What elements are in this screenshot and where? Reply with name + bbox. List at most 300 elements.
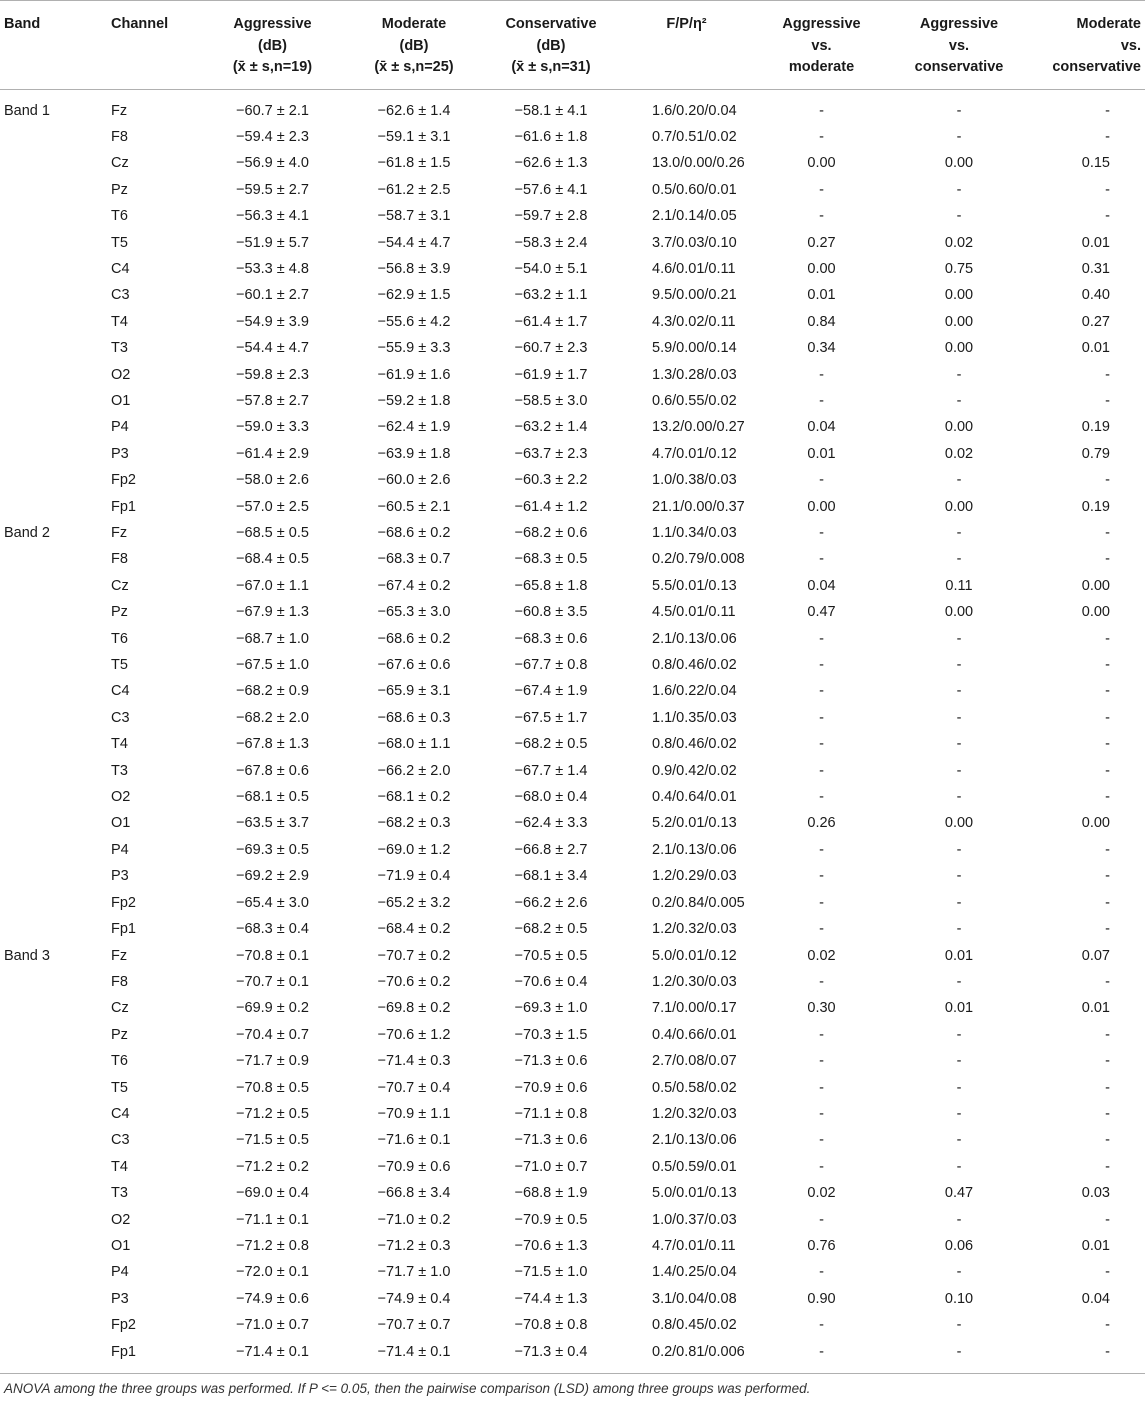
conservative-cell: −68.3 ± 0.6 [514, 630, 588, 647]
table-row [0, 124, 1145, 150]
moderate-cell: −69.8 ± 0.2 [377, 1000, 451, 1017]
conservative-cell: −61.6 ± 1.8 [514, 128, 588, 145]
aggressive-cell: −63.5 ± 3.7 [236, 815, 309, 832]
table-row [0, 837, 1145, 863]
aggressive-cell: −71.1 ± 0.1 [236, 1211, 309, 1228]
channel-cell: O2 [111, 789, 131, 806]
band-cell [0, 1127, 105, 1153]
aggressive-vs-moderate-cell: 0.02 [807, 947, 836, 964]
moderate-vs-conservative-cell: - [1105, 1158, 1110, 1175]
band-cell [0, 362, 105, 388]
channel-cell: T3 [111, 762, 128, 779]
band-cell [0, 177, 105, 203]
aggressive-vs-moderate-cell: - [819, 736, 824, 753]
header-f-p-eta: F/P/η² [619, 1, 754, 90]
channel-cell: T3 [111, 1185, 128, 1202]
f-p-eta-cell: 4.7/0.01/0.12 [652, 445, 737, 462]
f-p-eta-cell: 0.5/0.60/0.01 [652, 181, 737, 198]
aggressive-vs-moderate-cell: 0.76 [807, 1237, 836, 1254]
f-p-eta-cell: 0.9/0.42/0.02 [652, 762, 737, 779]
aggressive-vs-conservative-cell: - [956, 709, 962, 726]
conservative-cell: −63.2 ± 1.4 [514, 419, 588, 436]
moderate-vs-conservative-cell: - [1105, 762, 1110, 779]
channel-cell: Fp1 [111, 498, 136, 515]
f-p-eta-cell: 2.1/0.14/0.05 [652, 208, 737, 225]
conservative-cell: −66.8 ± 2.7 [514, 841, 588, 858]
aggressive-vs-conservative-cell: 0.00 [944, 498, 974, 515]
channel-cell: F8 [111, 551, 128, 568]
aggressive-cell: −71.7 ± 0.9 [236, 1053, 309, 1070]
f-p-eta-cell: 1.0/0.38/0.03 [652, 472, 737, 489]
aggressive-cell: −60.7 ± 2.1 [236, 102, 309, 119]
moderate-cell: −66.2 ± 2.0 [377, 762, 451, 779]
band-cell [0, 1101, 105, 1127]
aggressive-vs-moderate-cell: 0.30 [807, 1000, 836, 1017]
aggressive-vs-moderate-cell: - [819, 921, 824, 938]
moderate-vs-conservative-cell: 0.00 [1081, 815, 1110, 832]
channel-cell: Fp2 [111, 894, 136, 911]
moderate-cell: −71.7 ± 1.0 [377, 1264, 451, 1281]
aggressive-vs-moderate-cell: - [819, 551, 824, 568]
f-p-eta-cell: 1.6/0.22/0.04 [652, 683, 737, 700]
aggressive-cell: −71.2 ± 0.8 [236, 1237, 309, 1254]
moderate-cell: −65.9 ± 3.1 [377, 683, 451, 700]
aggressive-vs-conservative-cell: 0.00 [944, 155, 974, 172]
aggressive-vs-conservative-cell: - [956, 181, 962, 198]
channel-cell: T4 [111, 736, 128, 753]
aggressive-vs-moderate-cell: 0.34 [807, 340, 836, 357]
channel-cell: C3 [111, 1132, 130, 1149]
band-cell [0, 203, 105, 229]
f-p-eta-cell: 0.8/0.46/0.02 [652, 736, 737, 753]
band-cell [0, 678, 105, 704]
conservative-cell: −67.7 ± 1.4 [514, 762, 588, 779]
aggressive-vs-conservative-cell: - [956, 1211, 962, 1228]
aggressive-vs-conservative-cell: - [956, 1053, 962, 1070]
channel-cell: T6 [111, 1053, 128, 1070]
channel-cell: Pz [111, 181, 128, 198]
conservative-cell: −74.4 ± 1.3 [514, 1290, 588, 1307]
aggressive-cell: −70.4 ± 0.7 [236, 1026, 309, 1043]
aggressive-vs-conservative-cell: 0.00 [944, 313, 974, 330]
aggressive-cell: −60.1 ± 2.7 [236, 287, 309, 304]
aggressive-cell: −71.4 ± 0.1 [236, 1343, 309, 1360]
aggressive-vs-moderate-cell: - [819, 894, 824, 911]
moderate-cell: −68.3 ± 0.7 [377, 551, 451, 568]
f-p-eta-cell: 1.0/0.37/0.03 [652, 1211, 737, 1228]
table-row [0, 1180, 1145, 1206]
aggressive-vs-moderate-cell: 0.01 [807, 445, 836, 462]
moderate-cell: −68.4 ± 0.2 [377, 921, 451, 938]
band-cell [0, 150, 105, 176]
aggressive-cell: −67.0 ± 1.1 [236, 577, 309, 594]
aggressive-vs-moderate-cell: - [819, 789, 824, 806]
moderate-cell: −62.4 ± 1.9 [377, 419, 451, 436]
band-cell [0, 467, 105, 493]
moderate-cell: −61.8 ± 1.5 [377, 155, 451, 172]
table-row [0, 89, 1145, 124]
aggressive-cell: −74.9 ± 0.6 [236, 1290, 309, 1307]
moderate-vs-conservative-cell: 0.79 [1081, 445, 1110, 462]
aggressive-vs-moderate-cell: - [819, 181, 824, 198]
band-cell [0, 309, 105, 335]
aggressive-cell: −57.8 ± 2.7 [236, 392, 309, 409]
moderate-vs-conservative-cell: - [1105, 181, 1110, 198]
moderate-vs-conservative-cell: - [1105, 102, 1110, 119]
conservative-cell: −70.6 ± 0.4 [514, 973, 588, 990]
moderate-vs-conservative-cell: - [1105, 894, 1110, 911]
moderate-vs-conservative-cell: 0.01 [1081, 234, 1110, 251]
f-p-eta-cell: 1.1/0.35/0.03 [652, 709, 737, 726]
aggressive-vs-moderate-cell: 0.04 [807, 419, 836, 436]
table-row [0, 414, 1145, 440]
moderate-vs-conservative-cell: - [1105, 1343, 1110, 1360]
f-p-eta-cell: 2.7/0.08/0.07 [652, 1053, 737, 1070]
moderate-cell: −65.2 ± 3.2 [377, 894, 451, 911]
header-channel: Channel [105, 1, 200, 90]
moderate-vs-conservative-cell: - [1105, 208, 1110, 225]
aggressive-cell: −69.3 ± 0.5 [236, 841, 309, 858]
conservative-cell: −58.1 ± 4.1 [514, 102, 588, 119]
band-cell: Band 3 [4, 947, 50, 964]
aggressive-cell: −67.5 ± 1.0 [236, 657, 309, 674]
moderate-cell: −71.4 ± 0.3 [377, 1053, 451, 1070]
channel-cell: T5 [111, 1079, 128, 1096]
aggressive-cell: −56.3 ± 4.1 [236, 208, 309, 225]
band-cell [0, 705, 105, 731]
aggressive-vs-conservative-cell: - [956, 762, 962, 779]
aggressive-vs-moderate-cell: 0.01 [807, 287, 836, 304]
aggressive-cell: −54.9 ± 3.9 [236, 313, 309, 330]
moderate-vs-conservative-cell: 0.15 [1081, 155, 1110, 172]
aggressive-cell: −59.0 ± 3.3 [236, 419, 309, 436]
band-cell [0, 441, 105, 467]
conservative-cell: −68.2 ± 0.6 [514, 525, 588, 541]
aggressive-cell: −59.8 ± 2.3 [236, 366, 309, 383]
aggressive-cell: −68.1 ± 0.5 [236, 789, 309, 806]
aggressive-vs-conservative-cell: - [956, 1105, 962, 1122]
aggressive-vs-moderate-cell: - [819, 208, 824, 225]
band-cell [0, 890, 105, 916]
band-cell [0, 1207, 105, 1233]
band-cell [0, 124, 105, 150]
band-cell [0, 1048, 105, 1074]
f-p-eta-cell: 4.7/0.01/0.11 [652, 1237, 736, 1254]
aggressive-vs-conservative-cell: - [956, 472, 962, 489]
aggressive-cell: −68.4 ± 0.5 [236, 551, 309, 568]
moderate-cell: −69.0 ± 1.2 [377, 841, 451, 858]
aggressive-vs-conservative-cell: - [956, 973, 962, 990]
conservative-cell: −66.2 ± 2.6 [514, 894, 588, 911]
conservative-cell: −68.3 ± 0.5 [514, 551, 588, 568]
moderate-vs-conservative-cell: - [1105, 973, 1110, 990]
channel-cell: P3 [111, 445, 129, 462]
conservative-cell: −59.7 ± 2.8 [514, 208, 588, 225]
aggressive-vs-conservative-cell: - [956, 1264, 962, 1281]
moderate-cell: −70.9 ± 1.1 [377, 1105, 451, 1122]
f-p-eta-cell: 0.4/0.66/0.01 [652, 1026, 737, 1043]
aggressive-cell: −67.9 ± 1.3 [236, 604, 309, 621]
aggressive-vs-moderate-cell: - [819, 657, 824, 674]
moderate-cell: −70.9 ± 0.6 [377, 1158, 451, 1175]
aggressive-cell: −71.0 ± 0.7 [236, 1317, 309, 1334]
aggressive-cell: −53.3 ± 4.8 [236, 260, 309, 277]
moderate-vs-conservative-cell: - [1105, 709, 1110, 726]
aggressive-cell: −59.4 ± 2.3 [236, 128, 309, 145]
table-row [0, 1101, 1145, 1127]
aggressive-vs-conservative-cell: 0.02 [944, 234, 974, 251]
header-conservative: Conservative (dB) (x̄ ± s,n=31) [483, 1, 619, 90]
moderate-cell: −71.0 ± 0.2 [377, 1211, 451, 1228]
aggressive-cell: −61.4 ± 2.9 [236, 445, 309, 462]
aggressive-vs-moderate-cell: - [819, 128, 824, 145]
channel-cell: Fp1 [111, 921, 136, 938]
aggressive-vs-conservative-cell: - [956, 392, 962, 409]
f-p-eta-cell: 1.3/0.28/0.03 [652, 366, 737, 383]
aggressive-cell: −59.5 ± 2.7 [236, 181, 309, 198]
aggressive-cell: −58.0 ± 2.6 [236, 472, 309, 489]
band-cell: Band 1 [4, 102, 50, 119]
f-p-eta-cell: 4.5/0.01/0.11 [652, 604, 736, 621]
conservative-cell: −54.0 ± 5.1 [514, 260, 588, 277]
conservative-cell: −60.3 ± 2.2 [514, 472, 588, 489]
table-row [0, 256, 1145, 282]
band-cell [0, 599, 105, 625]
channel-cell: T6 [111, 208, 128, 225]
aggressive-vs-moderate-cell: - [819, 683, 824, 700]
moderate-vs-conservative-cell: - [1105, 657, 1110, 674]
conservative-cell: −60.7 ± 2.3 [514, 340, 588, 357]
band-cell [0, 784, 105, 810]
table-row [0, 863, 1145, 889]
f-p-eta-cell: 9.5/0.00/0.21 [652, 287, 737, 304]
moderate-cell: −58.7 ± 3.1 [377, 208, 451, 225]
channel-cell: P3 [111, 868, 129, 885]
band-cell [0, 573, 105, 599]
moderate-cell: −68.6 ± 0.2 [377, 525, 451, 541]
channel-cell: P4 [111, 419, 129, 436]
f-p-eta-cell: 1.2/0.30/0.03 [652, 973, 737, 990]
conservative-cell: −61.4 ± 1.2 [514, 498, 588, 515]
table-row [0, 546, 1145, 572]
aggressive-vs-moderate-cell: - [819, 1343, 824, 1360]
aggressive-vs-moderate-cell: 0.90 [807, 1290, 836, 1307]
table-row [0, 494, 1145, 520]
channel-cell: O1 [111, 815, 131, 832]
header-row [0, 1, 1145, 90]
conservative-cell: −60.8 ± 3.5 [514, 604, 588, 621]
aggressive-vs-conservative-cell: 0.75 [944, 260, 974, 277]
aggressive-vs-moderate-cell: - [819, 868, 824, 885]
band-cell [0, 995, 105, 1021]
aggressive-cell: −67.8 ± 0.6 [236, 762, 309, 779]
moderate-vs-conservative-cell: - [1105, 472, 1110, 489]
moderate-cell: −65.3 ± 3.0 [377, 604, 451, 621]
moderate-vs-conservative-cell: - [1105, 630, 1110, 647]
moderate-vs-conservative-cell: - [1105, 736, 1110, 753]
aggressive-cell: −72.0 ± 0.1 [236, 1264, 309, 1281]
aggressive-vs-moderate-cell: - [819, 973, 824, 990]
aggressive-vs-conservative-cell: 0.00 [944, 815, 974, 832]
header-aggressive: Aggressive (dB) (x̄ ± s,n=19) [200, 1, 345, 90]
moderate-cell: −59.2 ± 1.8 [377, 392, 451, 409]
table-row [0, 678, 1145, 704]
aggressive-vs-conservative-cell: - [956, 868, 962, 885]
channel-cell: Cz [111, 1000, 129, 1017]
aggressive-vs-conservative-cell: 0.10 [944, 1290, 974, 1307]
conservative-cell: −62.6 ± 1.3 [514, 155, 588, 172]
aggressive-vs-moderate-cell: 0.00 [807, 155, 836, 172]
f-p-eta-cell: 1.6/0.20/0.04 [652, 102, 737, 119]
band-cell [0, 1154, 105, 1180]
aggressive-cell: −57.0 ± 2.5 [236, 498, 309, 515]
band-cell [0, 1286, 105, 1312]
band-cell [0, 282, 105, 308]
moderate-cell: −70.6 ± 0.2 [377, 973, 451, 990]
moderate-cell: −71.4 ± 0.1 [377, 1343, 451, 1360]
aggressive-vs-conservative-cell: - [956, 366, 962, 383]
band-cell [0, 1075, 105, 1101]
f-p-eta-cell: 1.1/0.34/0.03 [652, 525, 737, 541]
f-p-eta-cell: 0.2/0.81/0.006 [652, 1343, 745, 1360]
table-row [0, 282, 1145, 308]
moderate-vs-conservative-cell: - [1105, 1053, 1110, 1070]
moderate-vs-conservative-cell: - [1105, 1211, 1110, 1228]
aggressive-cell: −68.2 ± 2.0 [236, 709, 309, 726]
header-band: Band [0, 1, 105, 90]
moderate-cell: −55.9 ± 3.3 [377, 340, 451, 357]
aggressive-vs-conservative-cell: - [956, 1158, 962, 1175]
conservative-cell: −71.3 ± 0.6 [514, 1053, 588, 1070]
moderate-cell: −68.6 ± 0.3 [377, 709, 451, 726]
moderate-vs-conservative-cell: - [1105, 128, 1110, 145]
conservative-cell: −69.3 ± 1.0 [514, 1000, 588, 1017]
aggressive-cell: −71.5 ± 0.5 [236, 1132, 309, 1149]
f-p-eta-cell: 1.2/0.32/0.03 [652, 921, 737, 938]
aggressive-vs-conservative-cell: 0.01 [944, 1000, 974, 1017]
channel-cell: Pz [111, 1026, 128, 1043]
table-row [0, 388, 1145, 414]
conservative-cell: −62.4 ± 3.3 [514, 815, 588, 832]
channel-cell: Fp1 [111, 1343, 136, 1360]
moderate-cell: −61.9 ± 1.6 [377, 366, 451, 383]
band-cell [0, 1259, 105, 1285]
f-p-eta-cell: 7.1/0.00/0.17 [652, 1000, 737, 1017]
moderate-cell: −70.6 ± 1.2 [377, 1026, 451, 1043]
aggressive-vs-conservative-cell: 0.47 [944, 1185, 974, 1202]
moderate-cell: −60.0 ± 2.6 [377, 472, 451, 489]
conservative-cell: −71.5 ± 1.0 [514, 1264, 588, 1281]
moderate-cell: −71.2 ± 0.3 [377, 1237, 451, 1254]
conservative-cell: −68.0 ± 0.4 [514, 789, 588, 806]
channel-cell: T3 [111, 340, 128, 357]
f-p-eta-cell: 5.5/0.01/0.13 [652, 577, 737, 594]
aggressive-cell: −67.8 ± 1.3 [236, 736, 309, 753]
f-p-eta-cell: 5.9/0.00/0.14 [652, 340, 737, 357]
table-row [0, 1075, 1145, 1101]
channel-cell: P4 [111, 1264, 129, 1281]
moderate-cell: −68.6 ± 0.2 [377, 630, 451, 647]
aggressive-vs-moderate-cell: 0.02 [807, 1185, 836, 1202]
conservative-cell: −70.3 ± 1.5 [514, 1026, 588, 1043]
conservative-cell: −68.8 ± 1.9 [514, 1185, 588, 1202]
conservative-cell: −67.7 ± 0.8 [514, 657, 588, 674]
aggressive-cell: −68.5 ± 0.5 [236, 525, 309, 541]
table-row [0, 467, 1145, 493]
conservative-cell: −70.9 ± 0.6 [514, 1079, 588, 1096]
moderate-cell: −70.7 ± 0.2 [377, 947, 451, 964]
conservative-cell: −71.0 ± 0.7 [514, 1158, 588, 1175]
conservative-cell: −71.1 ± 0.8 [514, 1105, 588, 1122]
moderate-vs-conservative-cell: 0.00 [1081, 577, 1110, 594]
f-p-eta-cell: 0.7/0.51/0.02 [652, 128, 737, 145]
aggressive-vs-moderate-cell: - [819, 1158, 824, 1175]
aggressive-vs-moderate-cell: - [819, 630, 824, 647]
band-cell [0, 230, 105, 256]
table-row [0, 1233, 1145, 1259]
aggressive-vs-conservative-cell: 0.02 [944, 445, 974, 462]
moderate-cell: −60.5 ± 2.1 [377, 498, 451, 515]
aggressive-vs-moderate-cell: 0.00 [807, 498, 836, 515]
table-row [0, 1154, 1145, 1180]
aggressive-cell: −54.4 ± 4.7 [236, 340, 309, 357]
moderate-cell: −54.4 ± 4.7 [377, 234, 451, 251]
table-row [0, 150, 1145, 176]
conservative-cell: −70.5 ± 0.5 [514, 947, 588, 964]
channel-cell: C4 [111, 1105, 130, 1122]
moderate-cell: −66.8 ± 3.4 [377, 1185, 451, 1202]
conservative-cell: −58.5 ± 3.0 [514, 392, 588, 409]
aggressive-vs-moderate-cell: - [819, 762, 824, 779]
table-row [0, 362, 1145, 388]
table-row [0, 599, 1145, 625]
channel-cell: F8 [111, 973, 128, 990]
conservative-cell: −65.8 ± 1.8 [514, 577, 588, 594]
f-p-eta-cell: 0.2/0.84/0.005 [652, 894, 745, 911]
moderate-vs-conservative-cell: - [1105, 1317, 1110, 1334]
aggressive-cell: −68.7 ± 1.0 [236, 630, 309, 647]
conservative-cell: −71.3 ± 0.4 [514, 1343, 588, 1360]
aggressive-vs-conservative-cell: 0.00 [944, 419, 974, 436]
channel-cell: T6 [111, 630, 128, 647]
aggressive-vs-conservative-cell: - [956, 1317, 962, 1334]
moderate-cell: −55.6 ± 4.2 [377, 313, 451, 330]
band-cell [0, 335, 105, 361]
f-p-eta-cell: 13.0/0.00/0.26 [652, 155, 745, 172]
moderate-cell: −61.2 ± 2.5 [377, 181, 451, 198]
moderate-cell: −56.8 ± 3.9 [377, 260, 451, 277]
moderate-cell: −68.0 ± 1.1 [377, 736, 451, 753]
aggressive-vs-conservative-cell: - [956, 894, 962, 911]
channel-cell: T4 [111, 1158, 128, 1175]
moderate-cell: −68.2 ± 0.3 [377, 815, 451, 832]
moderate-cell: −59.1 ± 3.1 [377, 128, 451, 145]
moderate-vs-conservative-cell: - [1105, 551, 1110, 568]
moderate-vs-conservative-cell: 0.01 [1081, 1237, 1110, 1254]
band-cell [0, 1339, 105, 1365]
aggressive-vs-moderate-cell: 0.47 [807, 604, 836, 621]
band-cell [0, 1233, 105, 1259]
table-row [0, 969, 1145, 995]
aggressive-vs-moderate-cell: - [819, 1053, 824, 1070]
aggressive-vs-moderate-cell: - [819, 1026, 824, 1043]
aggressive-vs-moderate-cell: - [819, 1079, 824, 1096]
aggressive-vs-conservative-cell: - [956, 921, 962, 938]
aggressive-cell: −68.3 ± 0.4 [236, 921, 309, 938]
moderate-vs-conservative-cell: - [1105, 366, 1110, 383]
f-p-eta-cell: 5.0/0.01/0.12 [652, 947, 737, 964]
aggressive-vs-moderate-cell: - [819, 472, 824, 489]
